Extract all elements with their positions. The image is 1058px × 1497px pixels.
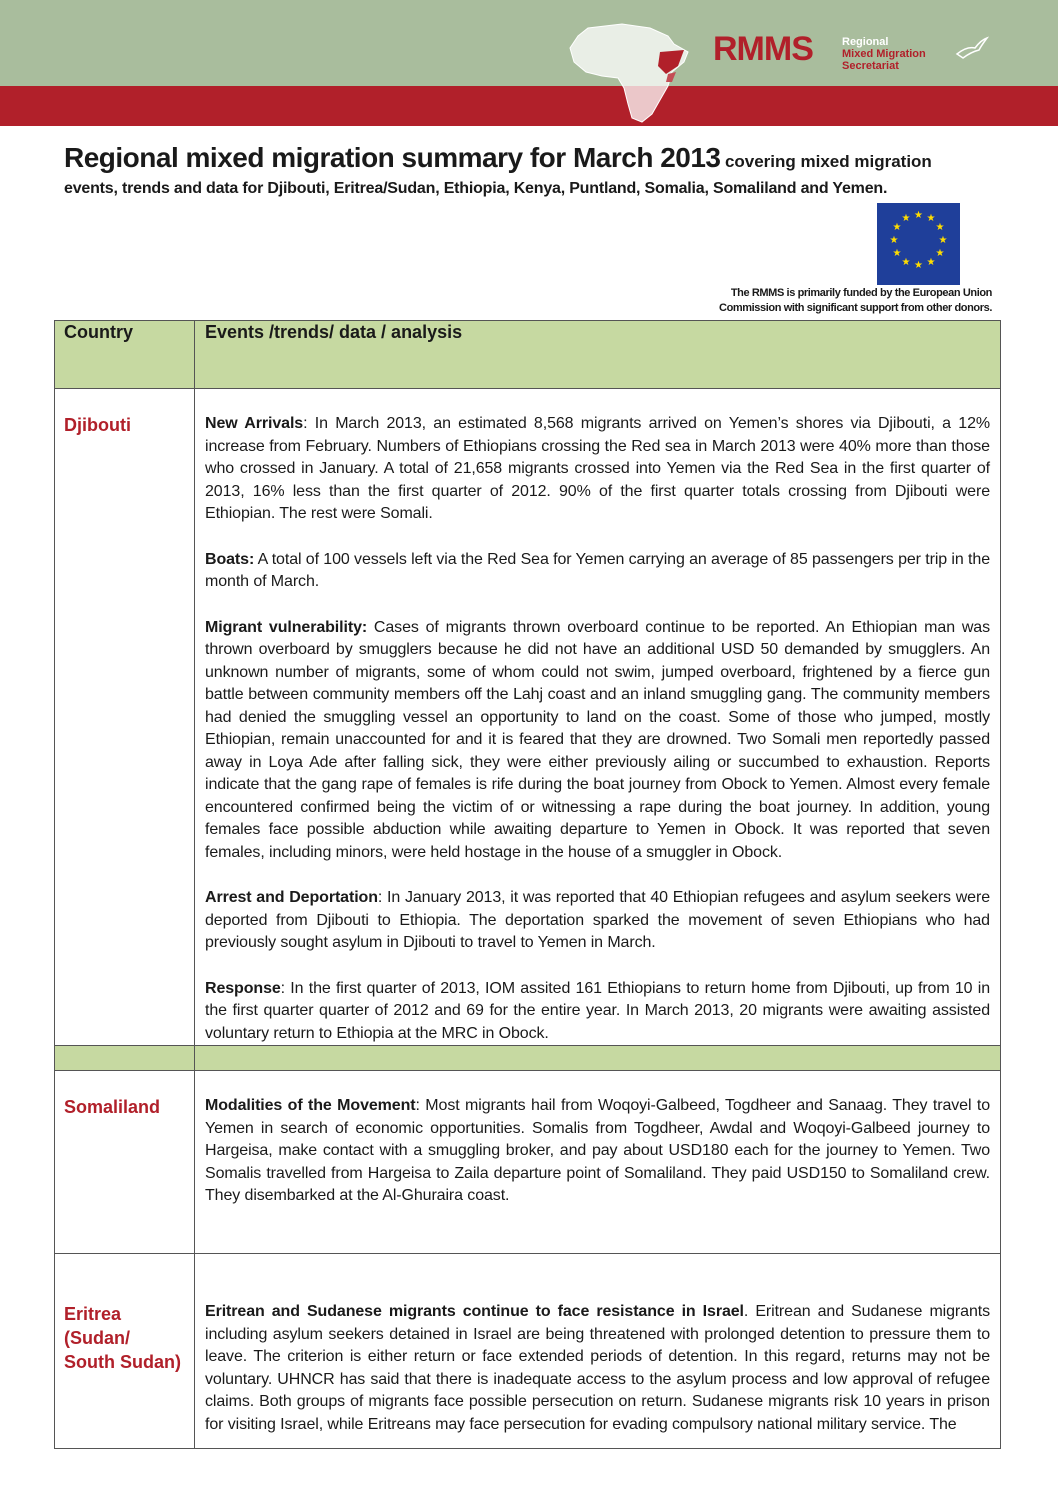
table-header-row xyxy=(55,321,1001,389)
rmms-logo-text: RMMS xyxy=(713,30,813,68)
country-djibouti: Djibouti xyxy=(55,389,195,1046)
africa-map-icon xyxy=(560,22,700,126)
summary-table xyxy=(54,320,1001,1449)
document-title: Regional mixed migration summary for March 2013 covering mixed migration xyxy=(64,142,932,173)
paragraph-response: Response: In the first quarter of 2013, IOM assited 161 Ethiopians to return home from Djibouti, up from 10 in the first quarter quarter of 2012 and 69 for the entire year. In March 2013, 20 migrants were awaiting assisted voluntary return to Ethiopia at the MRC in Obock. xyxy=(205,979,990,1042)
paragraph-arrest-deportation: Arrest and Deportation: In January 2013, it was reported that 40 Ethiopian refugees and asylum seekers were deported from Djibouti to Ethiopia. The deportation sparked the movement of seven Ethiopians who had previously sought asylum in Djibouti to travel to Yemen in March. xyxy=(205,889,990,951)
events-somaliland xyxy=(195,1071,1001,1254)
svg-text:★: ★ xyxy=(926,257,936,268)
table-row-somaliland xyxy=(55,1071,1001,1254)
events-djibouti xyxy=(195,389,1001,1046)
paragraph-israel: Eritrean and Sudanese migrants continue to face resistance in Israel. Eritrean and Sudanese migrants including asylum seekers detained in Israel are being threatened with prolonged detention to pressure them to leave. The criterion is either return or face extended periods of detention. In this regard, returns may not be voluntary. UHNCR has said that there is inadequate access to the asylum process and low approval of refugee claims. Both groups of migrants face possible persecution on return. Sudanese migrants risk 10 years in prison for visiting Israel, while Eritreans may face persecution for evading compulsory national military service. The xyxy=(205,1303,990,1433)
events-eritrea xyxy=(195,1254,1001,1449)
table-spacer-row xyxy=(55,1046,1001,1071)
rmms-logo-subtitle: Regional Mixed Migration Secretariat xyxy=(842,36,926,72)
svg-text:★: ★ xyxy=(892,222,902,233)
document-subtitle: events, trends and data for Djibouti, Eritrea/Sudan, Ethiopia, Kenya, Puntland, Somalia, Somaliland and Yemen. xyxy=(64,180,888,197)
svg-text:★: ★ xyxy=(914,210,923,221)
eu-flag-icon xyxy=(877,203,960,285)
paragraph-new-arrivals: New Arrivals: In March 2013, an estimated 8,568 migrants arrived on Yemen’s shores via Djibouti, a 12% increase from February. Numbers of Ethiopians crossing the Red sea in March 2013 were 40% more than those who crossed in January. A total of 21,658 migrants crossed into Yemen via the Red Sea in the first quarter of 2013, 16% less than the first quarter of 2012. 90% of the first quarter totals crossing from Djibouti were Ethiopian. The rest were Somali. xyxy=(205,415,990,522)
header-country: Country xyxy=(55,321,195,389)
bird-logo-icon xyxy=(955,36,989,60)
funding-note: The RMMS is primarily funded by the European Union Commission with significant support from other donors. xyxy=(719,287,992,314)
table-row-eritrea xyxy=(55,1254,1001,1449)
country-eritrea: Eritrea (Sudan/ South Sudan) xyxy=(55,1254,195,1449)
svg-text:★: ★ xyxy=(938,235,948,246)
svg-text:★: ★ xyxy=(935,248,945,259)
svg-text:★: ★ xyxy=(892,248,902,259)
svg-text:★: ★ xyxy=(914,260,923,271)
svg-text:★: ★ xyxy=(926,213,936,224)
header-band-red xyxy=(0,86,1058,126)
paragraph-modalities: Modalities of the Movement: Most migrants hail from Woqoyi-Galbeed, Togdheer and Sanaag. They travel to Yemen in search of economic opportunities. Somalis from Togdheer, Awdal and Woqoyi-Galbeed journey to Hargeisa, make contact with a smuggling broker, and pay about USD180 each for the journey to Yemen. Two Somalis travelled from Hargeisa to Zaila departure point of Somaliland. They paid USD150 to Somaliland crew. They disembarked at the Al-Ghuraira coast. xyxy=(205,1097,990,1204)
svg-text:★: ★ xyxy=(901,257,911,268)
table-row-djibouti xyxy=(55,389,1001,1046)
paragraph-migrant-vulnerability: Migrant vulnerability: Cases of migrants thrown overboard continue to be reported. An Ethiopian man was thrown overboard by smugglers because he did not have an additional USD 50 demanded by smugglers. An unknown number of migrants, some of whom could not swim, jumped overboard, frightened by a fierce gun battle between community members off the Lahj coast and an inland smuggling gang. The community members had denied the smuggling vessel an opportunity to land on the coast. Some of those who jumped, mostly Ethiopian, remain unaccounted for and it is feared that they are drowned. Two Somali men reportedly passed away in Loya Ade after falling sick, they were either previously ailing or succumbed to exhaustion. Reports indicate that the gang rape of females is rife during the boat journey from Obock to Yemen. Almost every female encountered confirmed being the victim of or witnessing a rape during the boat journey. In addition, young females face possible abduction while awaiting departure to Yemen in Obock. It was reported that seven females, including minors, were held hostage in the house of a smuggler in Obock. xyxy=(205,618,990,861)
svg-text:★: ★ xyxy=(901,213,911,224)
country-somaliland: Somaliland xyxy=(55,1071,195,1254)
svg-text:★: ★ xyxy=(935,222,945,233)
header-events: Events /trends/ data / analysis xyxy=(195,321,1001,389)
svg-text:★: ★ xyxy=(889,235,899,246)
paragraph-boats: Boats: A total of 100 vessels left via the Red Sea for Yemen carrying an average of 85 passengers per trip in the month of March. xyxy=(205,550,990,590)
